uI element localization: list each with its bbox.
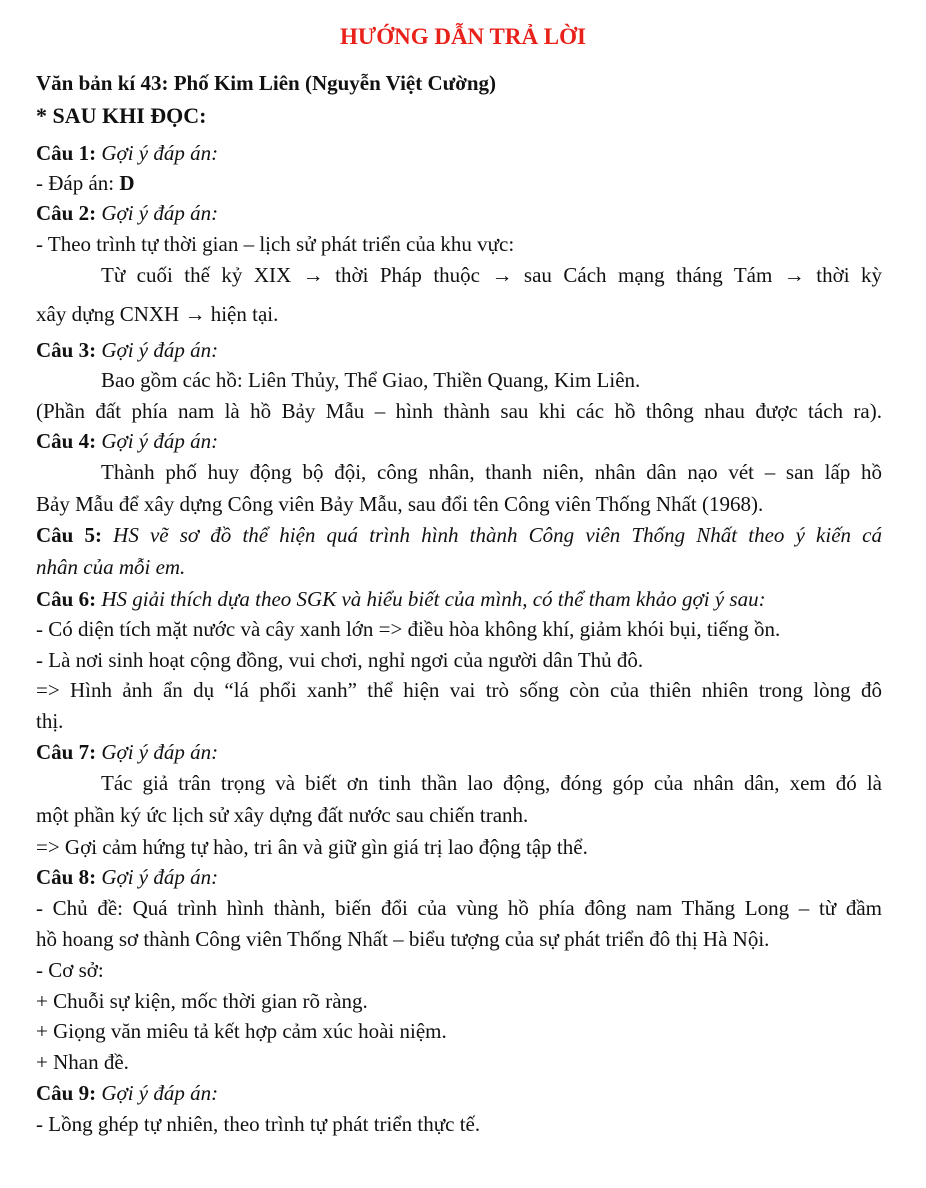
text-subtitle: Văn bản kí 43: Phố Kim Liên (Nguyễn Việt Cường) xyxy=(36,71,497,95)
question-4-line-1: Thành phố huy động bộ đội, công nhân, thanh niên, nhân dân nạo vét – san lấp hồ xyxy=(101,460,882,484)
question-1-answer xyxy=(36,169,882,197)
question-6-label: Câu 6: xyxy=(36,587,97,611)
answer-value: D xyxy=(119,171,135,195)
hint-label: Gợi ý đáp án: xyxy=(101,201,219,225)
question-8-line-6: + Nhan đề. xyxy=(36,1050,129,1074)
question-7-label: Câu 7: xyxy=(36,740,97,764)
question-9-line-1: - Lồng ghép tự nhiên, theo trình tự phát triển thực tế. xyxy=(36,1112,481,1136)
question-1-label: Câu 1: xyxy=(36,141,97,165)
question-2-line-2: Từ cuối thế kỷ XIX → thời Pháp thuộc → sau Cách mạng tháng Tám → thời kỳ xyxy=(101,263,882,287)
hint-label: Gợi ý đáp án: xyxy=(101,429,219,453)
question-6-intro: HS giải thích dựa theo SGK và hiểu biết của mình, có thể tham khảo gợi ý sau: xyxy=(101,587,766,611)
question-7-line-3: => Gợi cảm hứng tự hào, tri ân và giữ gìn giá trị lao động tập thể. xyxy=(36,835,588,859)
question-5-heading xyxy=(36,521,882,549)
question-2-line-3: xây dựng CNXH → hiện tại. xyxy=(36,302,279,326)
question-8-line-1: - Chủ đề: Quá trình hình thành, biến đổi của vùng hồ phía đông nam Thăng Long – từ đầm xyxy=(36,896,882,920)
question-2-heading xyxy=(36,199,882,227)
page-title: HƯỚNG DẪN TRẢ LỜI xyxy=(340,24,586,49)
question-9-label: Câu 9: xyxy=(36,1081,97,1105)
question-4-heading xyxy=(36,427,882,455)
hint-label: Gợi ý đáp án: xyxy=(101,141,219,165)
question-2-line-1: - Theo trình tự thời gian – lịch sử phát triển của khu vực: xyxy=(36,232,515,256)
section-heading: * SAU KHI ĐỌC: xyxy=(36,103,207,128)
question-8-line-5: + Giọng văn miêu tả kết hợp cảm xúc hoài niệm. xyxy=(36,1019,447,1043)
question-8-label: Câu 8: xyxy=(36,865,97,889)
question-9-heading xyxy=(36,1079,882,1107)
hint-label: Gợi ý đáp án: xyxy=(101,1081,219,1105)
question-6-line-3: => Hình ảnh ẩn dụ “lá phổi xanh” thể hiện vai trò sống còn của thiên nhiên trong lòng đô xyxy=(36,678,882,702)
question-5-label: Câu 5: xyxy=(36,523,102,547)
hint-label: Gợi ý đáp án: xyxy=(101,865,219,889)
question-7-heading xyxy=(36,738,882,766)
question-2-label: Câu 2: xyxy=(36,201,97,225)
answer-prefix: - Đáp án: xyxy=(36,171,120,195)
question-8-line-3: - Cơ sở: xyxy=(36,958,104,982)
question-3-label: Câu 3: xyxy=(36,338,97,362)
question-8-line-4: + Chuỗi sự kiện, mốc thời gian rõ ràng. xyxy=(36,989,368,1013)
question-3-line-1: Bao gồm các hồ: Liên Thủy, Thể Giao, Thiền Quang, Kim Liên. xyxy=(101,368,641,392)
question-4-label: Câu 4: xyxy=(36,429,97,453)
question-6-line-2: - Là nơi sinh hoạt cộng đồng, vui chơi, nghỉ ngơi của người dân Thủ đô. xyxy=(36,648,644,672)
hint-label: Gợi ý đáp án: xyxy=(101,740,219,764)
question-5-line-2: nhân của mỗi em. xyxy=(36,555,186,579)
question-8-heading xyxy=(36,863,882,891)
question-7-line-1: Tác giả trân trọng và biết ơn tinh thần lao động, đóng góp của nhân dân, xem đó là xyxy=(101,771,882,795)
question-6-heading xyxy=(36,585,882,613)
question-7-line-2: một phần ký ức lịch sử xây dựng đất nước sau chiến tranh. xyxy=(36,803,529,827)
question-6-line-4: thị. xyxy=(36,709,64,733)
question-6-line-1: - Có diện tích mặt nước và cây xanh lớn => điều hòa không khí, giảm khói bụi, tiếng ồn. xyxy=(36,617,781,641)
question-3-line-2: (Phần đất phía nam là hồ Bảy Mẫu – hình thành sau khi các hồ thông nhau được tách ra). xyxy=(36,399,882,423)
question-1-heading xyxy=(36,139,882,167)
question-3-heading xyxy=(36,336,882,364)
question-5-line-1: HS vẽ sơ đồ thể hiện quá trình hình thành Công viên Thống Nhất theo ý kiến cá xyxy=(113,523,882,547)
question-8-line-2: hồ hoang sơ thành Công viên Thống Nhất – biểu tượng của sự phát triển đô thị Hà Nội. xyxy=(36,927,770,951)
hint-label: Gợi ý đáp án: xyxy=(101,338,219,362)
question-4-line-2: Bảy Mẫu để xây dựng Công viên Bảy Mẫu, sau đổi tên Công viên Thống Nhất (1968). xyxy=(36,492,764,516)
